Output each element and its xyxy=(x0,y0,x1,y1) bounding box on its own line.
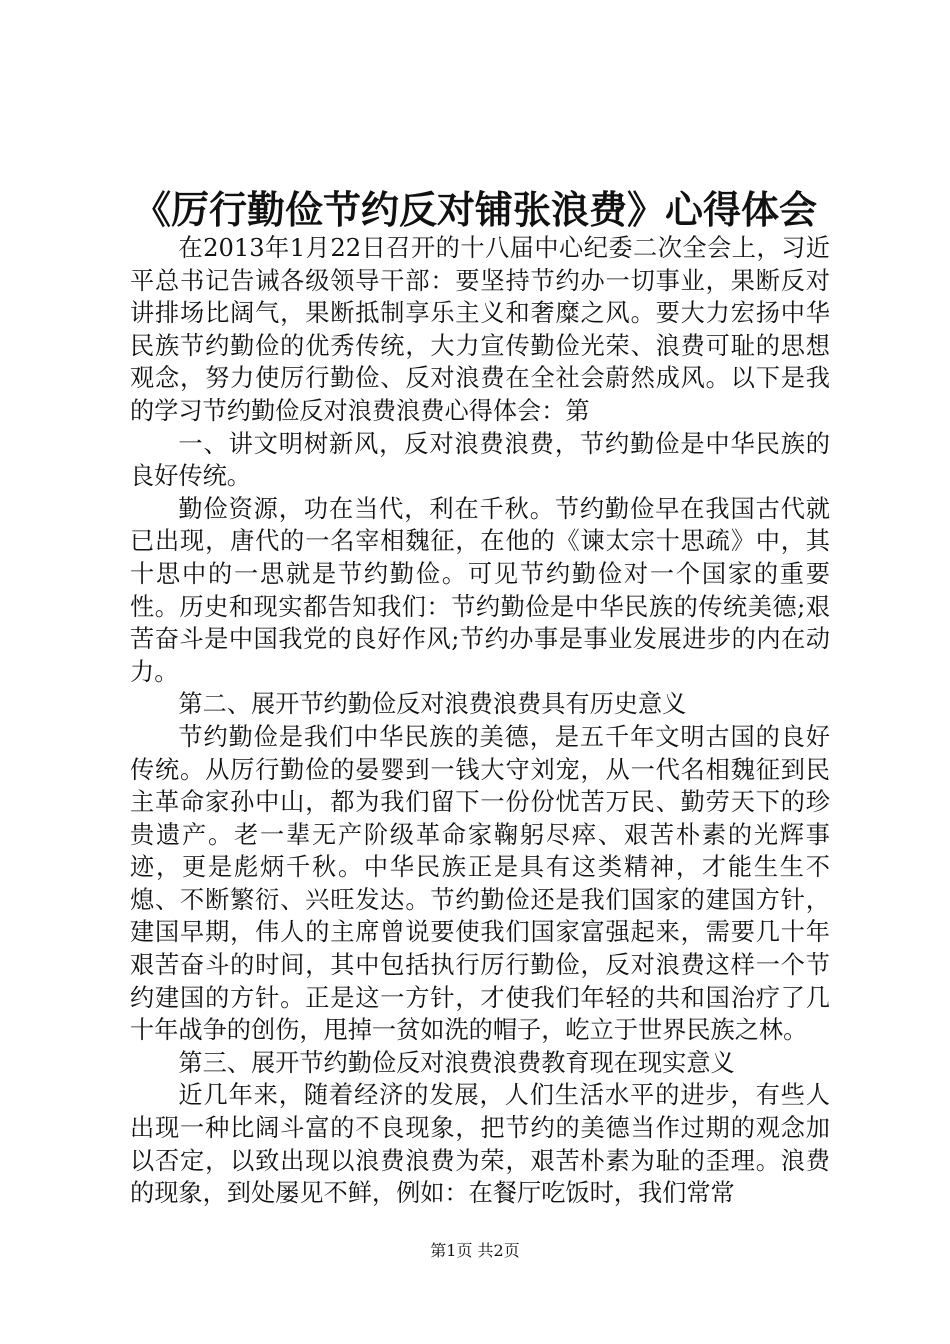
paragraph: 勤俭资源，功在当代，利在千秋。节约勤俭早在我国古代就已出现，唐代的一名宰相魏征，在他的《谏太宗十思疏》中，其十思中的一思就是节约勤俭。可见节约勤俭对一个国家的重要性。历史和现实都告知我们：节约勤俭是中华民族的传统美德;艰苦奋斗是中国我党的良好作风;节约办事是事业发展进步的内在动力。 xyxy=(130,494,830,686)
paragraph: 节约勤俭是我们中华民族的美德，是五千年文明古国的良好传统。从厉行勤俭的晏婴到一钱大守刘宠，从一代名相魏征到民主革命家孙中山，都为我们留下一份份忧苦万民、勤劳天下的珍贵遗产。老一辈无产阶级革命家鞠躬尽瘁、艰苦朴素的光辉事迹，更是彪炳千秋。中华民族正是具有这类精神，才能生生不熄、不断繁衍、兴旺发达。节约勤俭还是我们国家的建国方针，建国早期，伟人的主席曾说要使我们国家富强起来，需要几十年艰苦奋斗的时间，其中包括执行厉行勤俭，反对浪费这样一个节约建国的方针。正是这一方针，才使我们年轻的共和国治疗了几十年战争的创伤，甩掉一贫如洗的帽子，屹立于世界民族之林。 xyxy=(130,722,830,1045)
document-title: 《厉行勤俭节约反对铺张浪费》心得体会 xyxy=(132,187,817,232)
section-heading: 第三、展开节约勤俭反对浪费浪费教育现在现实意义 xyxy=(178,1048,735,1077)
section-heading: 第二、展开节约勤俭反对浪费浪费具有历史意义 xyxy=(178,690,687,719)
paragraph: 一、讲文明树新风，反对浪费浪费，节约勤俭是中华民族的良好传统。 xyxy=(130,429,830,491)
paragraph: 近几年来，随着经济的发展，人们生活水平的进步，有些人出现一种比阔斗富的不良现象，把节约的美德当作过期的观念加以否定，以致出现以浪费浪费为荣，艰苦朴素为耻的歪理。浪费的现象，到处屡见不鲜，例如：在餐厅吃饭时，我们常常 xyxy=(130,1081,830,1208)
document-body xyxy=(130,232,830,1210)
paragraph: 在2013年1月22日召开的十八届中心纪委二次全会上，习近平总书记告诫各级领导干部：要坚持节约办一切事业，果断反对讲排场比阔气，果断抵制享乐主义和奢糜之风。要大力宏扬中华民族节约勤俭的优秀传统，大力宣传勤俭光荣、浪费可耻的思想观念，努力使厉行勤俭、反对浪费在全社会蔚然成风。以下是我的学习节约勤俭反对浪费浪费心得体会：第 xyxy=(130,234,830,425)
page-number-footer: 第1页 共2页 xyxy=(430,1241,520,1260)
